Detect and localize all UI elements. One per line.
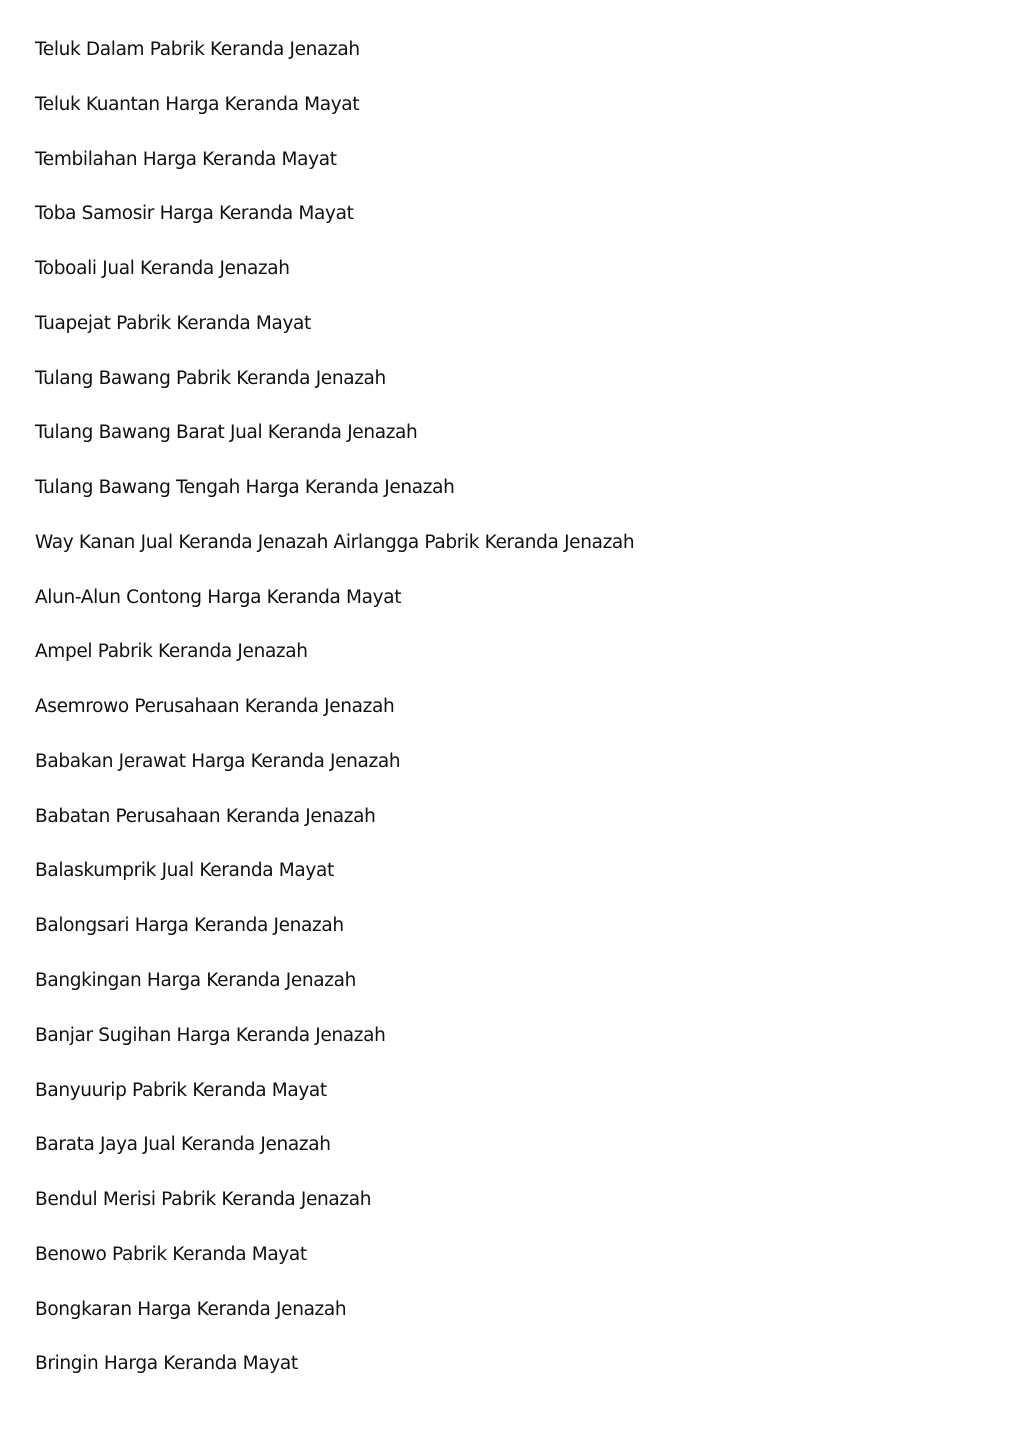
list-item — [35, 255, 634, 310]
list-item — [35, 584, 634, 639]
list-item — [35, 365, 634, 420]
list-item — [35, 693, 634, 748]
list-item-text: Tulang Bawang Pabrik Keranda Jenazah — [35, 367, 386, 389]
list-item — [35, 1022, 634, 1077]
list-item-text: Babatan Perusahaan Keranda Jenazah — [35, 805, 376, 827]
list-item — [35, 36, 634, 91]
list-item-text: Tembilahan Harga Keranda Mayat — [35, 148, 337, 170]
list-item — [35, 803, 634, 858]
list-item-text: Balongsari Harga Keranda Jenazah — [35, 915, 344, 937]
list-item — [35, 146, 634, 201]
list-item — [35, 1186, 634, 1241]
list-item — [35, 529, 634, 584]
list-item-text: Bongkaran Harga Keranda Jenazah — [35, 1298, 347, 1320]
list-item-text: Tulang Bawang Barat Jual Keranda Jenazah — [35, 422, 418, 444]
list-item-text: Way Kanan Jual Keranda Jenazah Airlangga Pabrik Keranda Jenazah — [35, 531, 635, 553]
list-item-text: Barata Jaya Jual Keranda Jenazah — [35, 1134, 331, 1156]
list-item — [35, 638, 634, 693]
list-item — [35, 1241, 634, 1296]
list-item — [35, 1131, 634, 1186]
list-item-text: Banyuurip Pabrik Keranda Mayat — [35, 1079, 327, 1101]
list-item — [35, 1296, 634, 1351]
list-item-text: Alun-Alun Contong Harga Keranda Mayat — [35, 586, 402, 608]
list-item — [35, 1077, 634, 1132]
list-item — [35, 200, 634, 255]
list-item-text: Bangkingan Harga Keranda Jenazah — [35, 970, 356, 992]
list-item-text: Teluk Kuantan Harga Keranda Mayat — [35, 93, 360, 115]
list-item — [35, 1350, 634, 1405]
list-item-text: Babakan Jerawat Harga Keranda Jenazah — [35, 750, 401, 772]
list-item — [35, 474, 634, 529]
list-item-text: Tuapejat Pabrik Keranda Mayat — [35, 312, 311, 334]
list-item-text: Bendul Merisi Pabrik Keranda Jenazah — [35, 1189, 372, 1211]
list-item — [35, 967, 634, 1022]
list-item — [35, 310, 634, 365]
list-item — [35, 91, 634, 146]
list-item-text: Balaskumprik Jual Keranda Mayat — [35, 860, 334, 882]
list-item-text: Ampel Pabrik Keranda Jenazah — [35, 641, 308, 663]
text-list — [35, 36, 634, 1405]
list-item-text: Benowo Pabrik Keranda Mayat — [35, 1243, 307, 1265]
list-item-text: Asemrowo Perusahaan Keranda Jenazah — [35, 696, 395, 718]
list-item-text: Tulang Bawang Tengah Harga Keranda Jenazah — [35, 477, 455, 499]
list-item-text: Banjar Sugihan Harga Keranda Jenazah — [35, 1024, 386, 1046]
list-item-text: Bringin Harga Keranda Mayat — [35, 1353, 298, 1375]
list-item — [35, 857, 634, 912]
list-item — [35, 912, 634, 967]
list-item — [35, 748, 634, 803]
list-item — [35, 419, 634, 474]
list-item-text: Toboali Jual Keranda Jenazah — [35, 258, 290, 280]
list-item-text: Teluk Dalam Pabrik Keranda Jenazah — [35, 39, 360, 60]
list-item-text: Toba Samosir Harga Keranda Mayat — [35, 203, 354, 225]
